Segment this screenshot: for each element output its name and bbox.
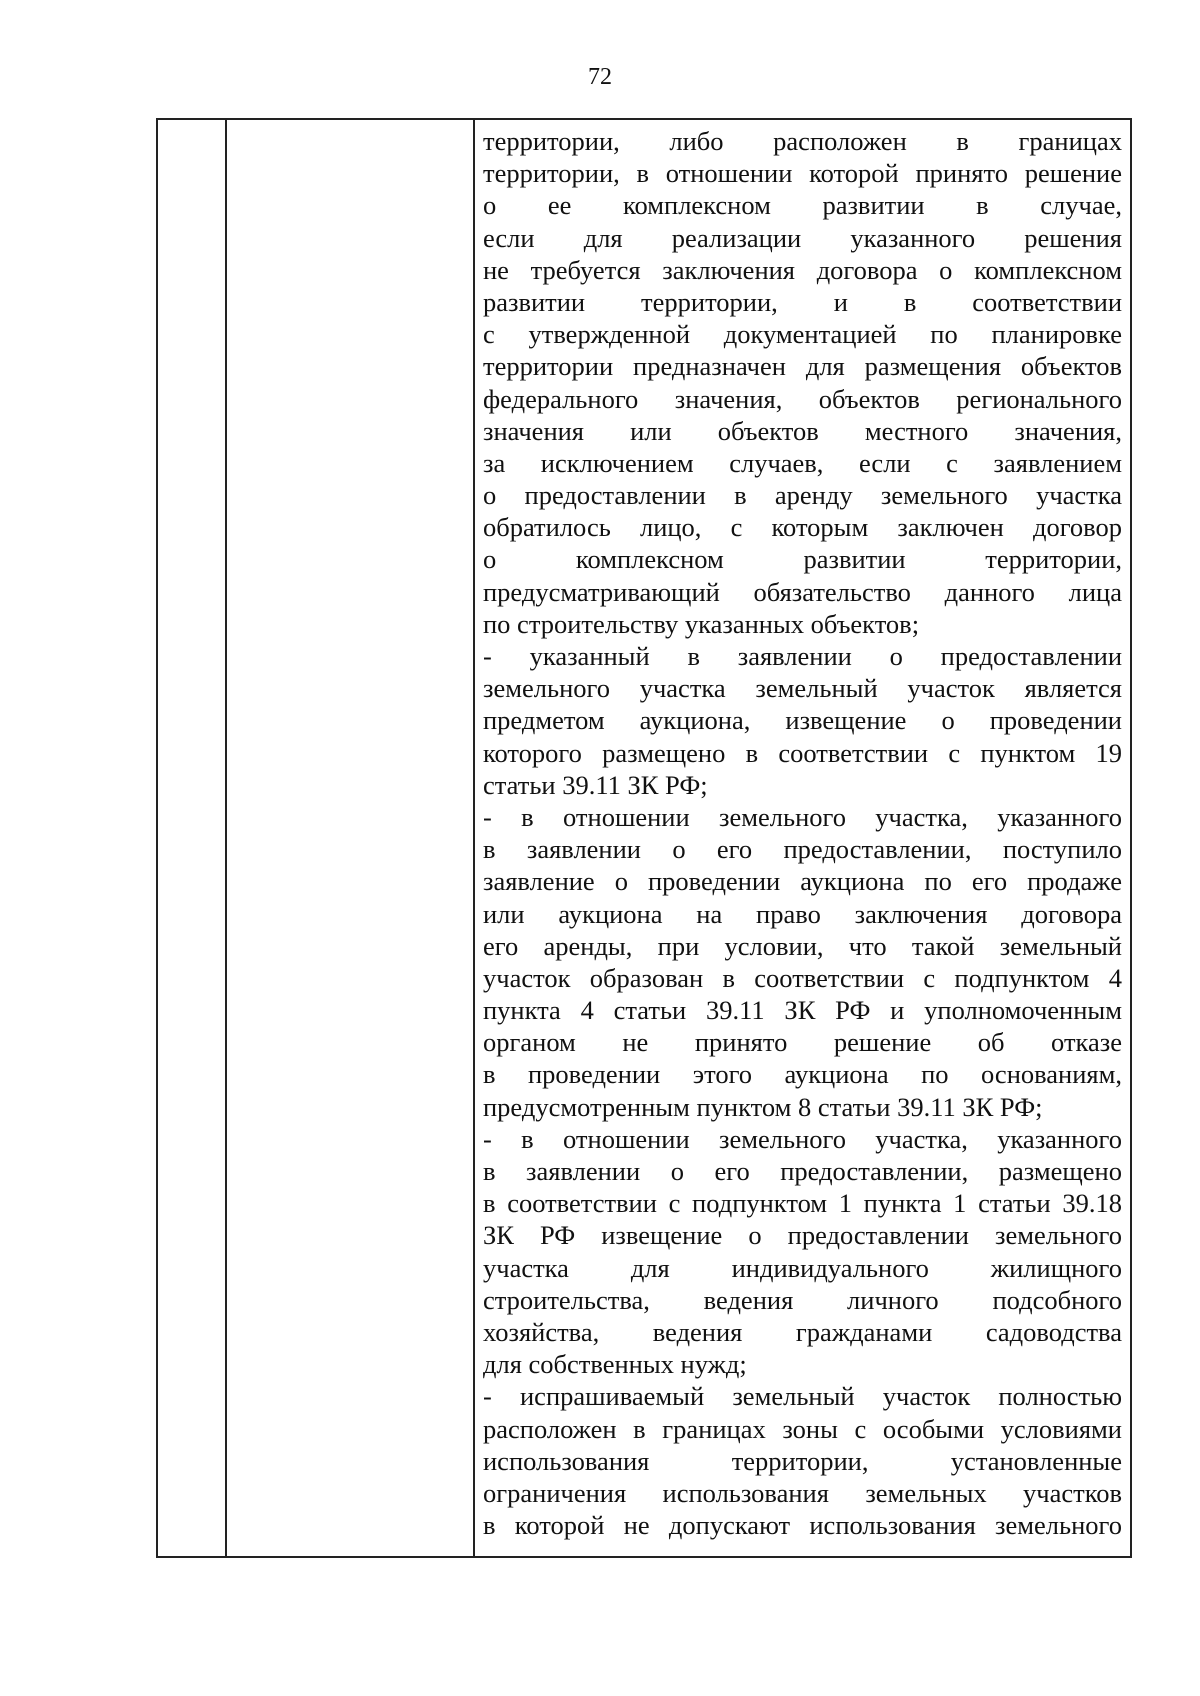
- text-line: земельного участка земельный участок является: [483, 673, 1122, 704]
- text-line: о комплексном развитии территории,: [483, 544, 1122, 575]
- text-line: предусмотренным пунктом 8 статьи 39.11 ЗК РФ;: [483, 1091, 1043, 1122]
- text-line: территории предназначен для размещения объектов: [483, 351, 1122, 382]
- text-line: участок образован в соответствии с подпунктом 4: [483, 962, 1122, 993]
- text-line: за исключением случаев, если с заявлением: [483, 447, 1122, 478]
- text-line: участка для индивидуального жилищного: [483, 1252, 1122, 1283]
- text-line: заявление о проведении аукциона по его продаже: [483, 866, 1122, 897]
- text-line: статьи 39.11 ЗК РФ;: [483, 769, 708, 800]
- text-line: по строительству указанных объектов;: [483, 608, 920, 639]
- text-line: обратилось лицо, с которым заключен договор: [483, 512, 1122, 543]
- text-line: пункта 4 статьи 39.11 ЗК РФ и уполномоченным: [483, 995, 1122, 1026]
- text-line: территории, в отношении которой принято решение: [483, 158, 1122, 189]
- text-line: с утвержденной документацией по планировке: [483, 319, 1122, 350]
- text-line: в соответствии с подпунктом 1 пункта 1 статьи 39.18: [483, 1188, 1122, 1219]
- text-line: или аукциона на право заключения договора: [483, 898, 1122, 929]
- text-line: предметом аукциона, извещение о проведении: [483, 705, 1122, 736]
- table-cell-grounds: [475, 120, 1130, 1556]
- text-line: ограничения использования земельных участков: [483, 1477, 1122, 1508]
- text-line: - испрашиваемый земельный участок полностью: [483, 1381, 1122, 1412]
- text-line: в заявлении о его предоставлении, размещено: [483, 1156, 1122, 1186]
- table-cell-number: [158, 120, 227, 1556]
- text-line: ЗК РФ извещение о предоставлении земельного: [483, 1220, 1122, 1251]
- text-line: - указанный в заявлении о предоставлении: [483, 641, 1122, 671]
- text-line: его аренды, при условии, что такой земельный: [483, 930, 1122, 961]
- text-line: - в отношении земельного участка, указанного: [483, 801, 1122, 832]
- text-line: строительства, ведения личного подсобного: [483, 1284, 1122, 1315]
- text-line: территории, либо расположен в границах: [483, 126, 1122, 156]
- text-line: в которой не допускают использования земельного: [483, 1510, 1122, 1541]
- text-line: развитии территории, и в соответствии: [483, 286, 1122, 317]
- text-line: для собственных нужд;: [483, 1349, 747, 1380]
- text-line: хозяйства, ведения гражданами садоводства: [483, 1316, 1122, 1347]
- table-cell-name: [227, 120, 475, 1556]
- text-line: федерального значения, объектов регионального: [483, 383, 1122, 414]
- text-line: в заявлении о его предоставлении, поступило: [483, 834, 1122, 865]
- text-line: если для реализации указанного решения: [483, 222, 1122, 253]
- text-line: значения или объектов местного значения,: [483, 415, 1122, 446]
- text-line: - в отношении земельного участка, указанного: [483, 1123, 1122, 1154]
- text-line: не требуется заключения договора о комплексном: [483, 254, 1122, 285]
- text-line: расположен в границах зоны с особыми условиями: [483, 1413, 1122, 1444]
- text-line: органом не принято решение об отказе: [483, 1027, 1122, 1058]
- text-line: в проведении этого аукциона по основаниям,: [483, 1059, 1122, 1090]
- text-line: предусматривающий обязательство данного лица: [483, 576, 1122, 607]
- text-line: использования территории, установленные: [483, 1445, 1122, 1476]
- page-number: 72: [588, 64, 612, 90]
- text-line: о предоставлении в аренду земельного участка: [483, 480, 1122, 511]
- text-line: о ее комплексном развитии в случае,: [483, 190, 1122, 221]
- document-table: [156, 118, 1132, 1558]
- text-line: которого размещено в соответствии с пунктом 19: [483, 737, 1122, 768]
